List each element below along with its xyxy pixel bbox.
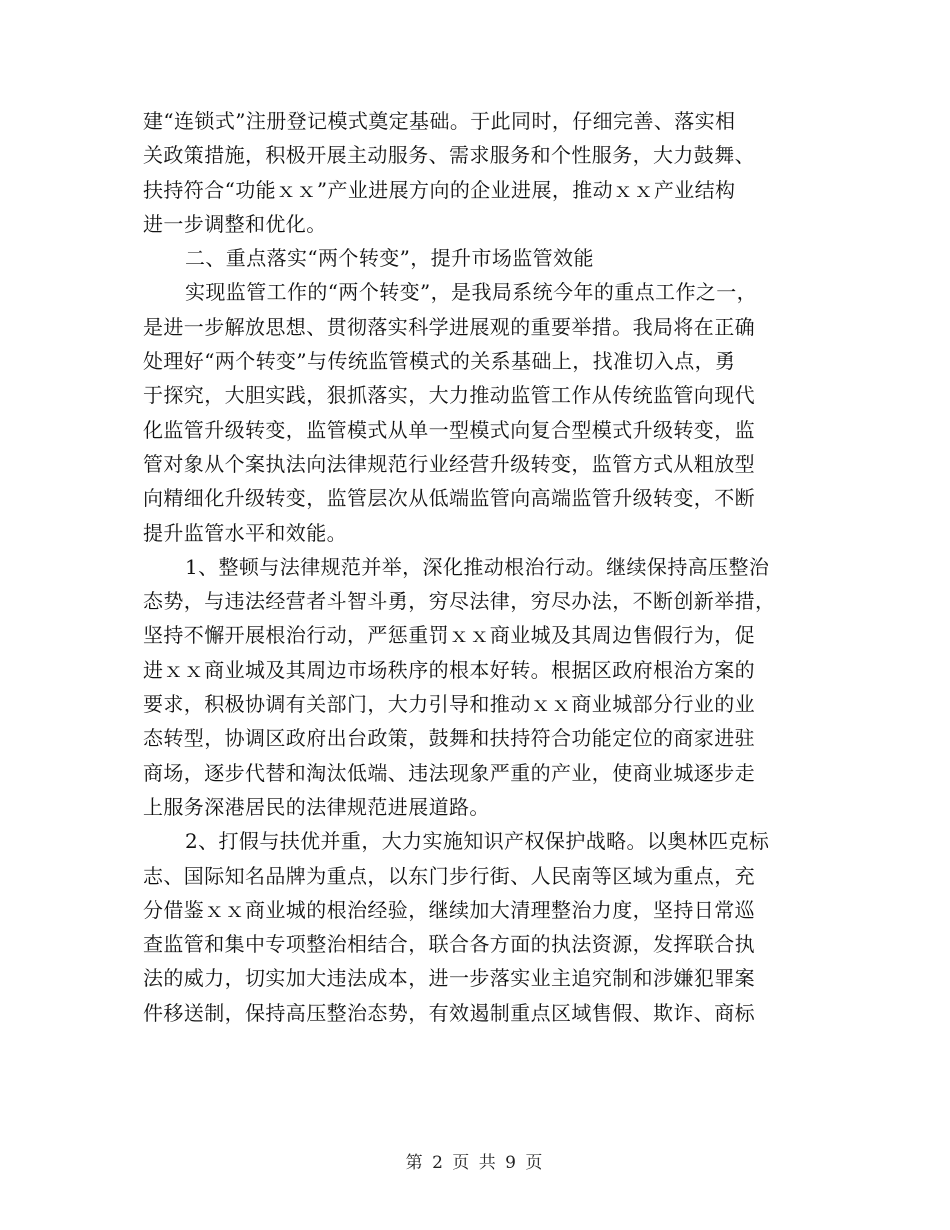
text-line: 扶持符合“功能ｘｘ”产业进展方向的企业进展，推动ｘｘ产业结构 <box>143 177 736 202</box>
document-body <box>143 104 803 1030</box>
text-line: 分借鉴ｘｘ商业城的根治经验，继续加大清理整治力度，坚持日常巡 <box>143 897 755 922</box>
text-line: 二、重点落实“两个转变”，提升市场监管效能 <box>185 246 594 271</box>
text-line: 是进一步解放思想、贯彻落实科学进展观的重要举措。我局将在正确 <box>143 314 755 339</box>
text-line: 1、整顿与法律规范并举，深化推动根治行动。继续保持高压整治 <box>185 554 770 579</box>
text-line: 建“连锁式”注册登记模式奠定基础。于此同时，仔细完善、落实相 <box>143 109 736 133</box>
text-line: 坚持不懈开展根治行动，严惩重罚ｘｘ商业城及其周边售假行为，促 <box>143 623 755 648</box>
text-line: 提升监管水平和效能。 <box>143 520 347 545</box>
text-line: 要求，积极协调有关部门，大力引导和推动ｘｘ商业城部分行业的业 <box>143 692 755 717</box>
text-line: 于探究，大胆实践，狠抓落实，大力推动监管工作从传统监管向现代 <box>143 383 755 408</box>
text-line: 进ｘｘ商业城及其周边市场秩序的根本好转。根据区政府根治方案的 <box>143 657 755 682</box>
text-line: 上服务深港居民的法律规范进展道路。 <box>143 794 490 819</box>
text-line: 法的威力，切实加大违法成本，进一步落实业主追究制和涉嫌犯罪案 <box>143 966 755 991</box>
text-line: 查监管和集中专项整治相结合，联合各方面的执法资源，发挥联合执 <box>143 932 755 957</box>
text-line: 化监管升级转变，监管模式从单一型模式向复合型模式升级转变，监 <box>143 417 755 442</box>
text-line: 处理好“两个转变”与传统监管模式的关系基础上，找准切入点，勇 <box>143 349 736 374</box>
text-line: 态势，与违法经营者斗智斗勇，穷尽法律，穷尽办法，不断创新举措， <box>143 589 776 614</box>
text-line: 件移送制，保持高压整治态势，有效遏制重点区域售假、欺诈、商标 <box>143 1000 755 1025</box>
text-line: 商场，逐步代替和淘汰低端、违法现象严重的产业，使商业城逐步走 <box>143 760 755 785</box>
text-line: 关政策措施，积极开展主动服务、需求服务和个性服务，大力鼓舞、 <box>143 143 755 168</box>
page-footer: 第 2 页 共 9 页 <box>405 1153 545 1173</box>
text-line: 2、打假与扶优并重，大力实施知识产权保护战略。以奥林匹克标 <box>185 829 770 854</box>
text-line: 实现监管工作的“两个转变”，是我局系统今年的重点工作之一， <box>185 280 758 305</box>
text-line: 管对象从个案执法向法律规范行业经营升级转变，监管方式从粗放型 <box>143 451 755 476</box>
text-line: 态转型，协调区政府出台政策，鼓舞和扶持符合功能定位的商家进驻 <box>143 726 755 751</box>
text-line: 志、国际知名品牌为重点，以东门步行街、人民南等区域为重点，充 <box>143 863 755 888</box>
text-line: 向精细化升级转变，监管层次从低端监管向高端监管升级转变，不断 <box>143 486 755 511</box>
text-line: 进一步调整和优化。 <box>143 211 327 236</box>
